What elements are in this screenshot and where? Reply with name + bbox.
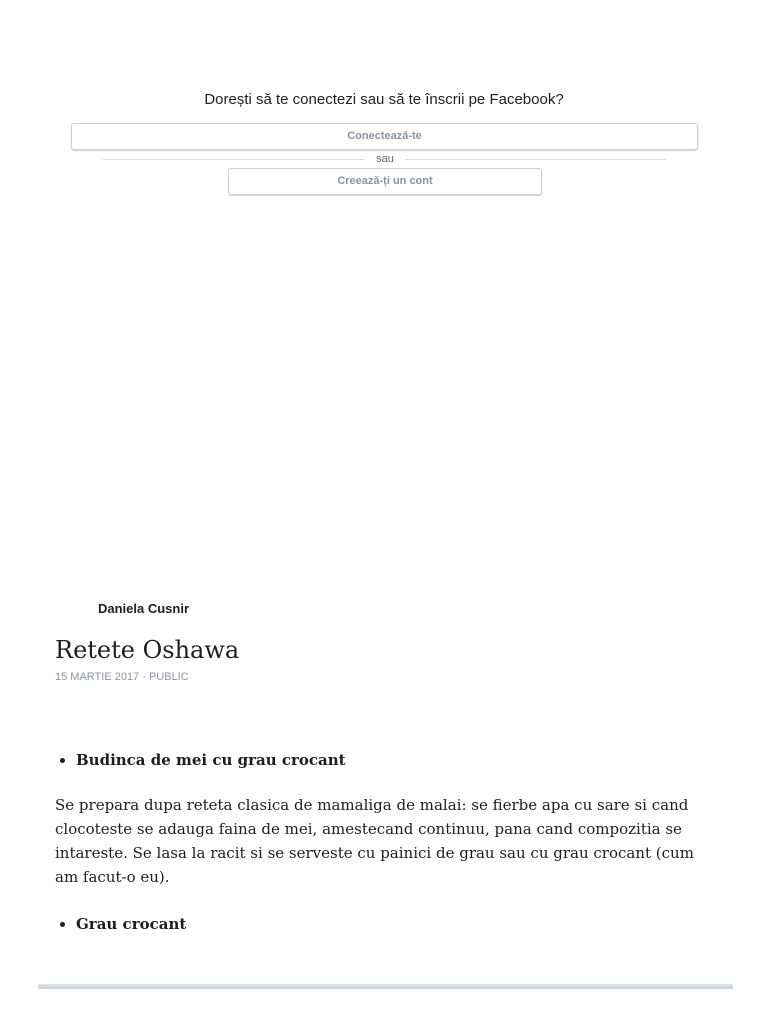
author-link[interactable]: Daniela Cusnir bbox=[98, 601, 190, 616]
section-heading-2: • Grau crocant bbox=[76, 912, 705, 936]
bottom-divider-bar bbox=[38, 984, 733, 989]
login-prompt-question: Dorești să te conectezi sau să te înscrii pe Facebook? bbox=[204, 91, 564, 108]
section-list-2 bbox=[55, 912, 705, 936]
section-paragraph-1: Se prepara dupa reteta clasica de mamaliga de malai: se fierbe apa cu sare si cand clocoteste se adauga faina de mei, amestecand continuu, pana cand compozitia se intareste. Se lasa la racit si se serveste cu painici de grau sau cu grau crocant (cum am facut-o eu). bbox=[55, 796, 694, 886]
post-title: Retete Oshawa bbox=[55, 636, 240, 664]
divider-or-text: sau bbox=[376, 153, 394, 165]
post-meta: 15 MARTIE 2017 · PUBLIC bbox=[55, 671, 189, 683]
create-account-button[interactable]: Creează-ți un cont bbox=[228, 168, 542, 195]
divider-line-left bbox=[103, 159, 365, 160]
section-list-1 bbox=[55, 748, 705, 772]
divider-line-right bbox=[405, 159, 666, 160]
section-heading-1: • Budinca de mei cu grau crocant bbox=[76, 748, 705, 772]
post-content bbox=[55, 748, 705, 936]
login-button[interactable]: Conectează-te bbox=[71, 123, 698, 150]
